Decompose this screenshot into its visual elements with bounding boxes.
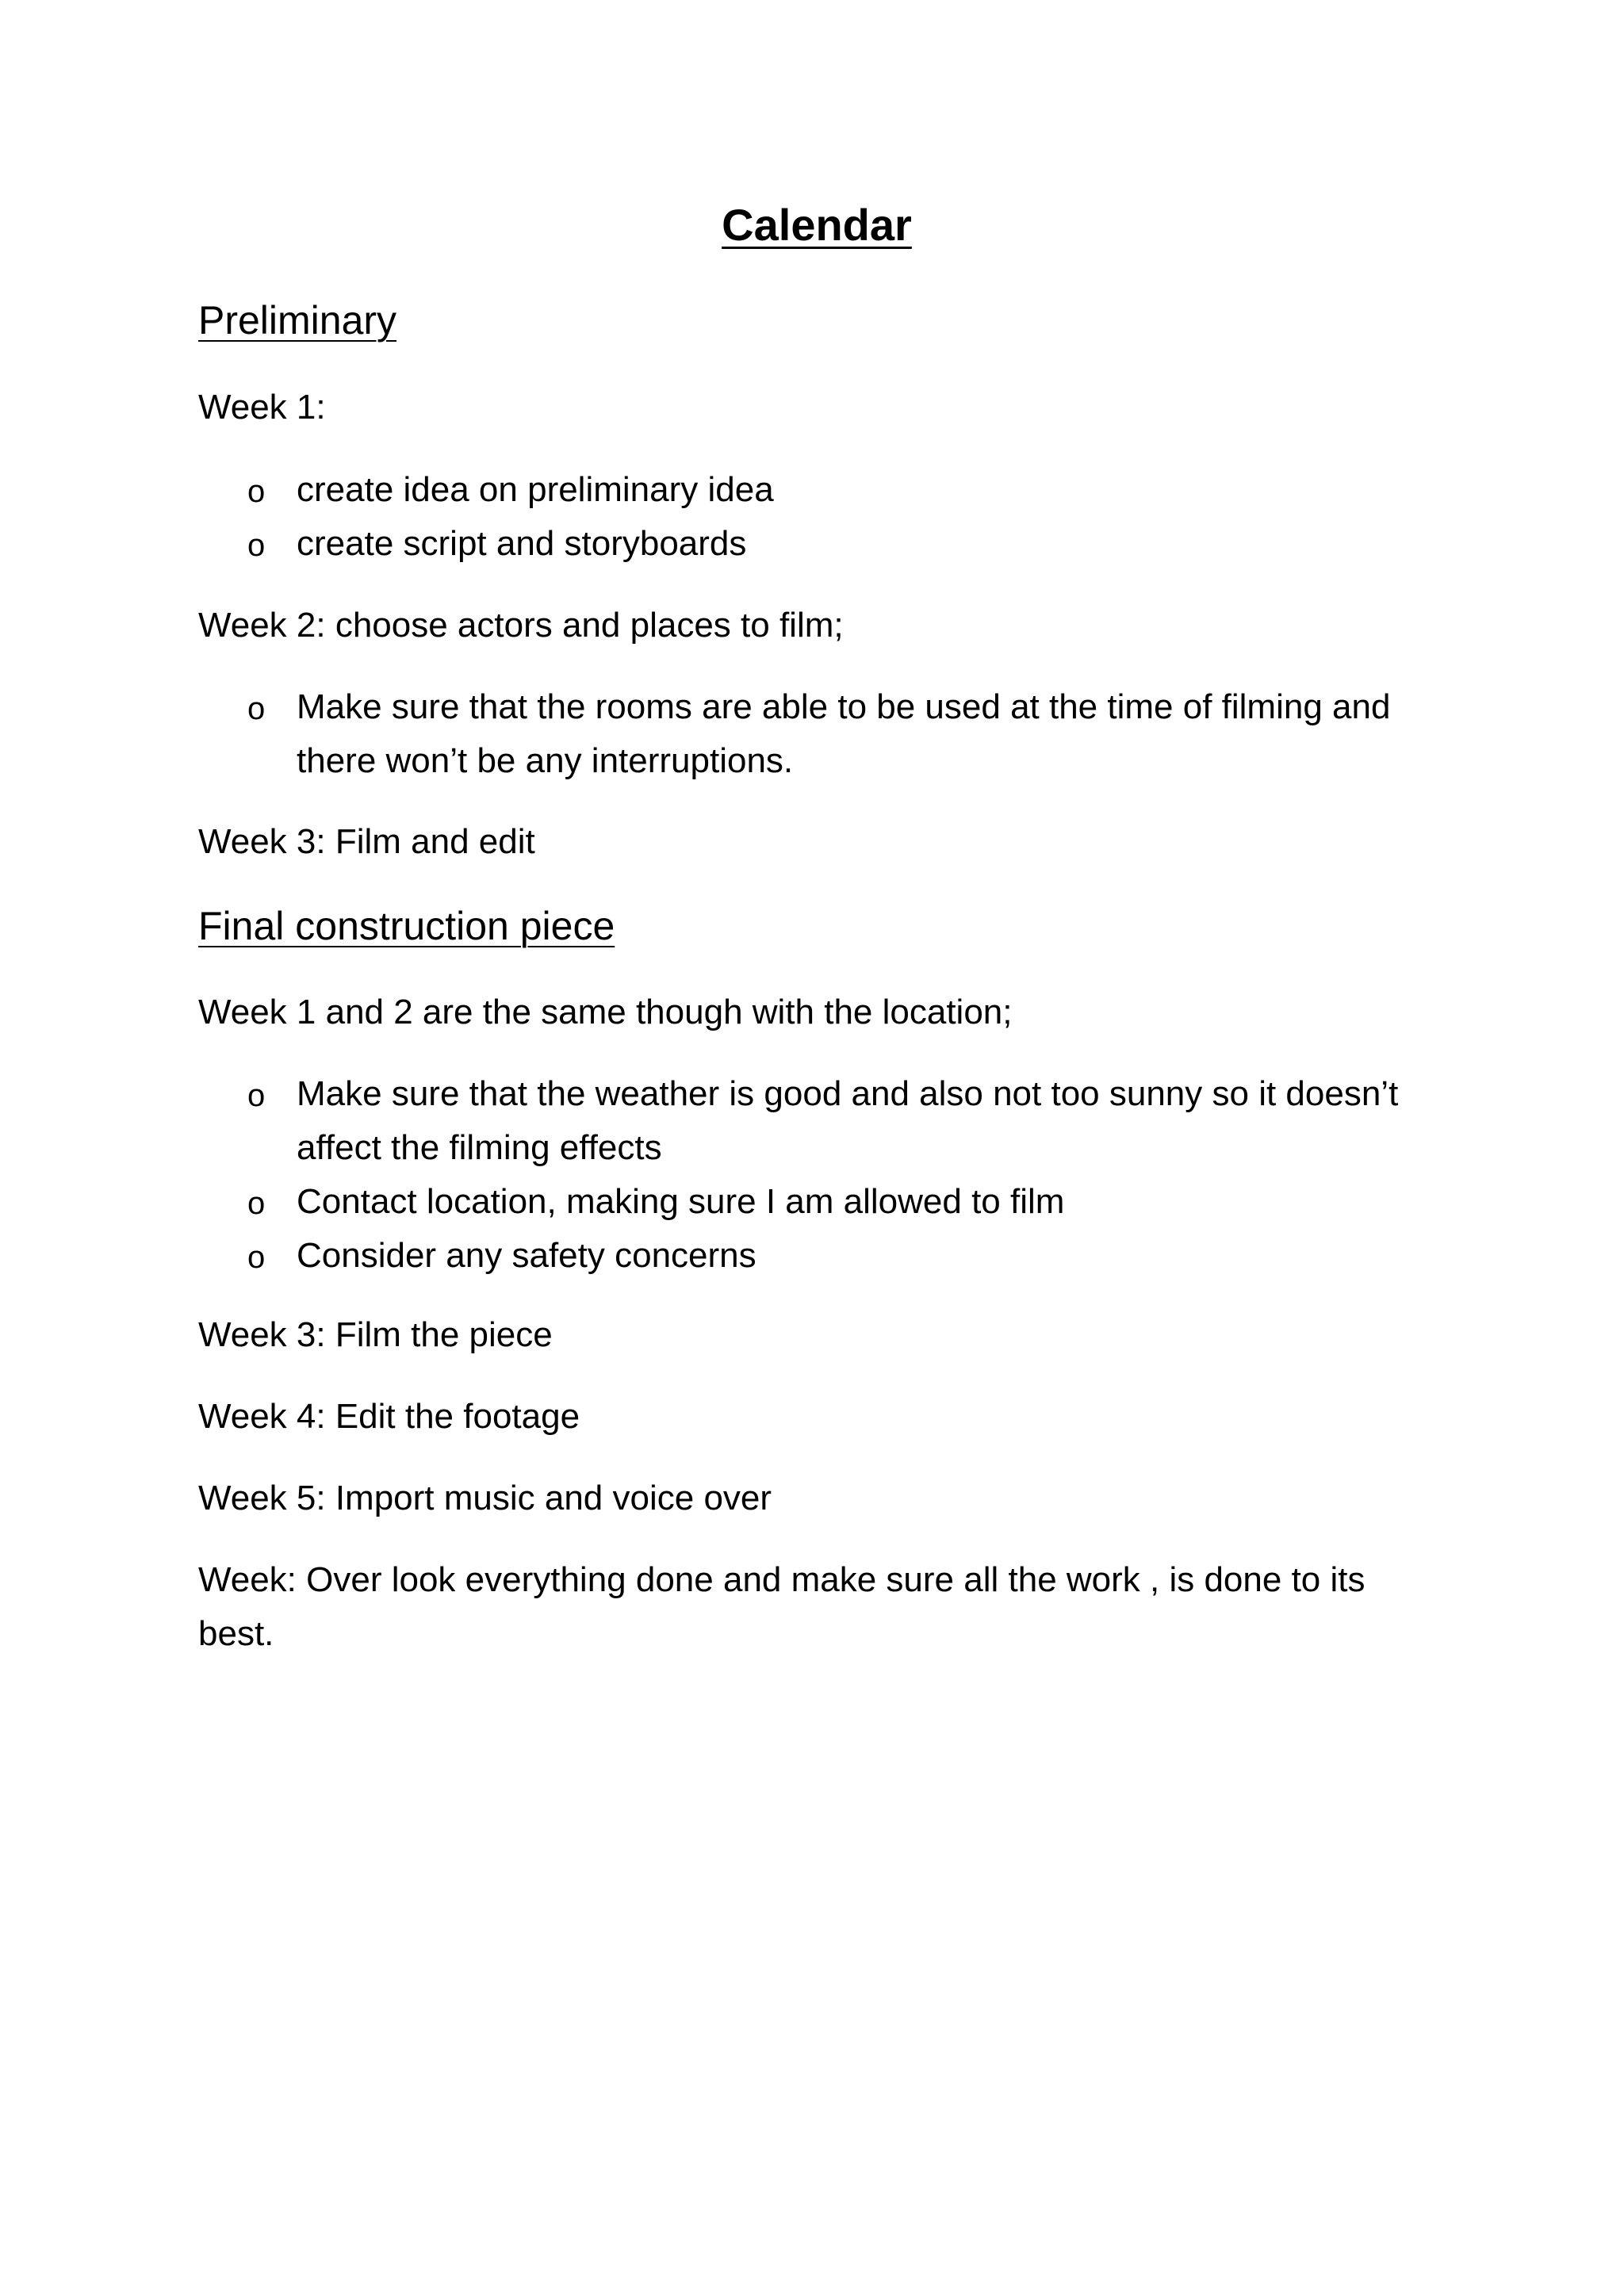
list-item: [198, 1175, 1435, 1229]
list-item: [198, 680, 1435, 788]
week-1-2-list: [198, 1067, 1435, 1283]
section-heading-preliminary: Preliminary: [198, 298, 397, 342]
list-item-text: create script and storyboards: [297, 524, 747, 563]
bullet-circle-icon: o: [247, 528, 266, 563]
week-3-film-label: Week 3: Film the piece: [198, 1315, 553, 1354]
list-item: [198, 1229, 1435, 1283]
document-page: [198, 0, 1435, 2296]
list-item: [198, 463, 1435, 517]
bullet-circle-icon: o: [247, 1240, 266, 1275]
week-1-list: [198, 463, 1435, 571]
page-title: Calendar: [722, 200, 912, 250]
bullet-circle-icon: o: [247, 1186, 266, 1221]
week-final-label: Week: Over look everything done and make sure all the work , is done to its best.: [198, 1560, 1365, 1653]
week-1-label: Week 1:: [198, 388, 326, 427]
section-heading-final-construction: Final construction piece: [198, 904, 615, 948]
list-item-text: Make sure that the weather is good and also not too sunny so it doesn’t affect the filming effects: [297, 1074, 1399, 1167]
list-item-text: Consider any safety concerns: [297, 1236, 756, 1275]
week-2-list: [198, 680, 1435, 788]
week-4-label: Week 4: Edit the footage: [198, 1397, 580, 1436]
list-item: [198, 517, 1435, 571]
week-3-label: Week 3: Film and edit: [198, 822, 535, 861]
bullet-circle-icon: o: [247, 474, 266, 509]
list-item-text: Make sure that the rooms are able to be used at the time of filming and there won’t be any interruptions.: [297, 687, 1391, 780]
week-5-label: Week 5: Import music and voice over: [198, 1479, 772, 1517]
bullet-circle-icon: o: [247, 691, 266, 726]
bullet-circle-icon: o: [247, 1078, 266, 1113]
list-item: [198, 1067, 1435, 1175]
list-item-text: Contact location, making sure I am allowed to film: [297, 1182, 1065, 1221]
list-item-text: create idea on preliminary idea: [297, 470, 774, 509]
week-1-2-label: Week 1 and 2 are the same though with the location;: [198, 993, 1013, 1031]
week-2-label: Week 2: choose actors and places to film;: [198, 606, 844, 645]
